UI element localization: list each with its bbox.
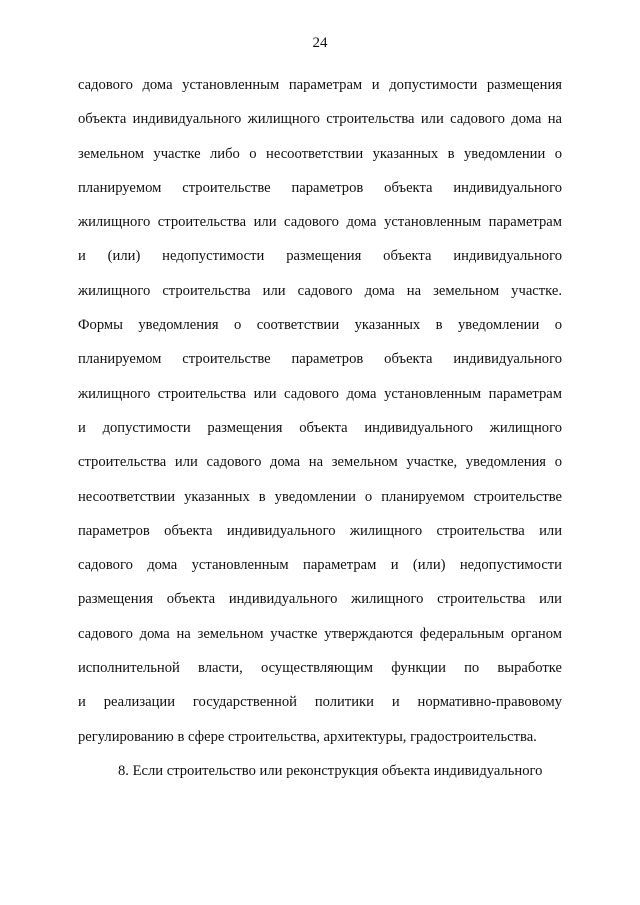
text-line-18: исполнительной власти, осуществляющим функции по выработке [78, 660, 562, 677]
text-line-16: размещения объекта индивидуального жилищного строительства или [78, 591, 562, 608]
text-line-19: и реализации государственной политики и нормативно-правовому [78, 694, 562, 711]
text-line-8: Формы уведомления о соответствии указанных в уведомлении о [78, 317, 562, 334]
text-line-11: и допустимости размещения объекта индивидуального жилищного [78, 419, 562, 436]
text-line-3: земельном участке либо о несоответствии указанных в уведомлении о [78, 145, 562, 162]
body-text [78, 68, 562, 788]
text-line-15: садового дома установленным параметрам и (или) недопустимости [78, 557, 562, 574]
text-line-13: несоответствии указанных в уведомлении о планируемом строительстве [78, 488, 562, 505]
text-line-10: жилищного строительства или садового дома установленным параметрам [78, 385, 562, 402]
page-number: 24 [312, 35, 328, 51]
text-line-17: садового дома на земельном участке утверждаются федеральным органом [78, 625, 562, 642]
text-line-5: жилищного строительства или садового дома установленным параметрам [78, 214, 562, 231]
text-line-6: и (или) недопустимости размещения объекта индивидуального [78, 248, 562, 265]
text-line-14: параметров объекта индивидуального жилищного строительства или [78, 522, 562, 539]
text-line-12: строительства или садового дома на земельном участке, уведомления о [78, 454, 562, 471]
text-line-2: объекта индивидуального жилищного строительства или садового дома на [78, 111, 562, 128]
text-line-7: жилищного строительства или садового дома на земельном участке. [78, 282, 562, 299]
text-line-4: планируемом строительстве параметров объекта индивидуального [78, 179, 562, 196]
paragraph-8-first-line: 8. Если строительство или реконструкция объекта индивидуального [118, 762, 543, 779]
text-line-1: садового дома установленным параметрам и допустимости размещения [78, 77, 562, 93]
text-line-9: планируемом строительстве параметров объекта индивидуального [78, 351, 562, 368]
text-line-20: регулированию в сфере строительства, архитектуры, градостроительства. [78, 728, 537, 745]
